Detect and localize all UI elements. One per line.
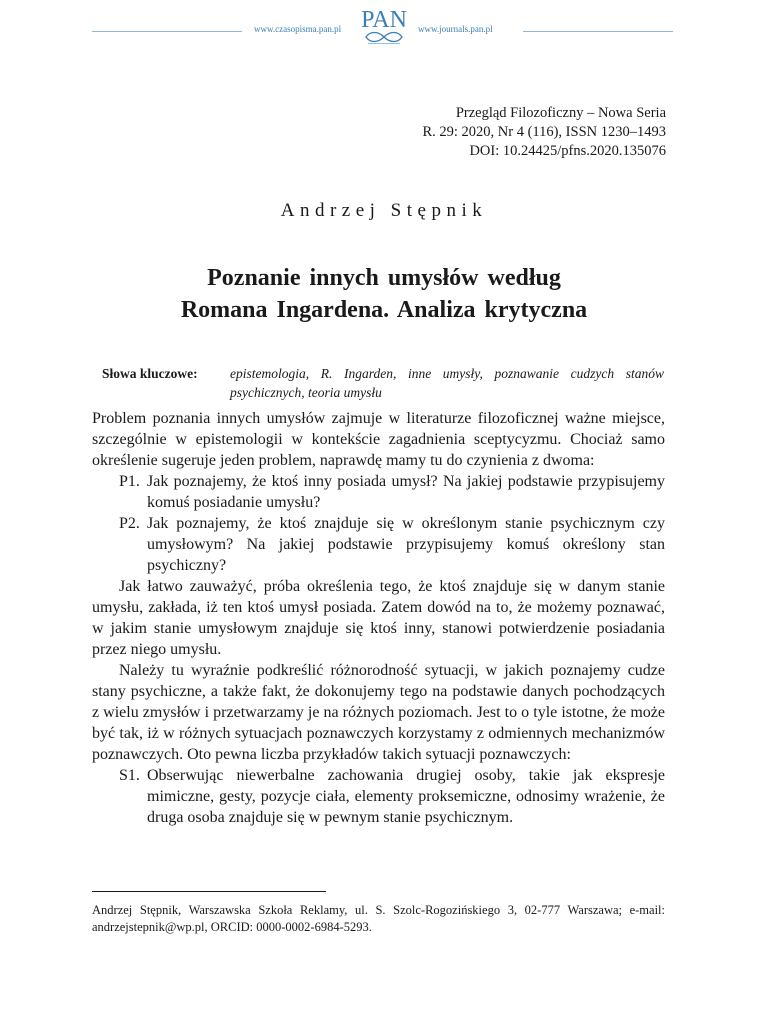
keywords-label: Słowa kluczowe: xyxy=(102,366,198,381)
paragraph-2: Jak łatwo zauważyć, próba określenia tego, że ktoś znajduje się w danym stanie umysłu, zakłada, iż ten ktoś umysł posiada. Zatem dowód na to, że możemy poznawać, w jakim stanie umysłowym znajduje się ktoś inny, stanowi potwierdzenie posiadania przez niego umysłu. xyxy=(92,578,665,658)
pan-logo xyxy=(356,8,412,52)
footnote-rule xyxy=(92,891,326,892)
journal-info xyxy=(422,104,666,161)
paragraph-3: Należy tu wyraźnie podkreślić różnorodność sytuacji, w jakich poznajemy cudze stany psychiczne, a także fakt, że dokonujemy tego na podstawie danych pochodzących z wielu zmysłów i przetwarzamy je na różnych poziomach. Jest to o tyle istotne, że może być tak, iż w różnych sytuacjach poznawczych korzystamy z odmiennych mechanizmów poznawczych. Oto pewna liczba przykładów takich sytuacji poznawczych: xyxy=(92,662,665,763)
question-p2-text: Jak poznajemy, że ktoś znajduje się w określonym stanie psychicznym czy umysłowym? Na jakiej podstawie przypisujemy komuś określony stan psychiczny? xyxy=(147,515,665,574)
author-name: Andrzej Stępnik xyxy=(280,200,488,221)
situation-s1-number: S1. xyxy=(119,767,140,784)
header-url-right[interactable]: www.journals.pan.pl xyxy=(418,24,493,34)
title-line-2: Romana Ingardena. Analiza krytyczna xyxy=(180,297,588,323)
keywords-text: epistemologia, R. Ingarden, inne umysły, poznawanie cudzych stanów psychicznych, teoria umysłu xyxy=(230,366,664,400)
header-rule-right xyxy=(523,31,673,32)
logo-text: PAN xyxy=(361,7,407,33)
journal-issue: R. 29: 2020, Nr 4 (116), ISSN 1230–1493 xyxy=(422,124,666,140)
journal-name: Przegląd Filozoficzny – Nowa Seria xyxy=(455,105,666,121)
article-body xyxy=(92,408,665,828)
question-p1-text: Jak poznajemy, że ktoś inny posiada umysł? Na jakiej podstawie przypisujemy komuś posiadanie umysłu? xyxy=(147,473,665,511)
author-footnote: Andrzej Stępnik, Warszawska Szkoła Reklamy, ul. S. Szolc-Rogozińskiego 3, 02-777 Warszawa; e-mail: andrzejstepnik@wp.pl, ORCID: 0000-0002-6984-5293. xyxy=(92,903,665,934)
question-p1 xyxy=(92,471,665,513)
paper-title xyxy=(0,262,768,326)
situation-s1-text: Obserwując niewerbalne zachowania drugiej osoby, takie jak ekspresje mimiczne, gesty, pozycje ciała, elementy proksemiczne, odnosimy wrażenie, że druga osoba znajduje się w pewnym stanie psychicznym. xyxy=(147,767,665,826)
header-url-left[interactable]: www.czasopisma.pan.pl xyxy=(254,24,342,34)
paragraph-1: Problem poznania innych umysłów zajmuje w literaturze filozoficznej ważne miejsce, szczególnie w epistemologii w kontekście zagadnienia sceptycyzmu. Chociaż samo określenie sugeruje jeden problem, naprawdę mamy tu do czynienia z dwoma: xyxy=(92,410,665,469)
title-line-1: Poznanie innych umysłów według xyxy=(207,265,561,291)
page-header xyxy=(0,0,768,48)
situation-s1 xyxy=(92,765,665,828)
question-p2-number: P2. xyxy=(119,515,140,532)
journal-doi[interactable]: DOI: 10.24425/pfns.2020.135076 xyxy=(469,143,666,159)
question-p2 xyxy=(92,513,665,576)
question-p1-number: P1. xyxy=(119,473,140,490)
header-rule-left xyxy=(92,31,242,32)
